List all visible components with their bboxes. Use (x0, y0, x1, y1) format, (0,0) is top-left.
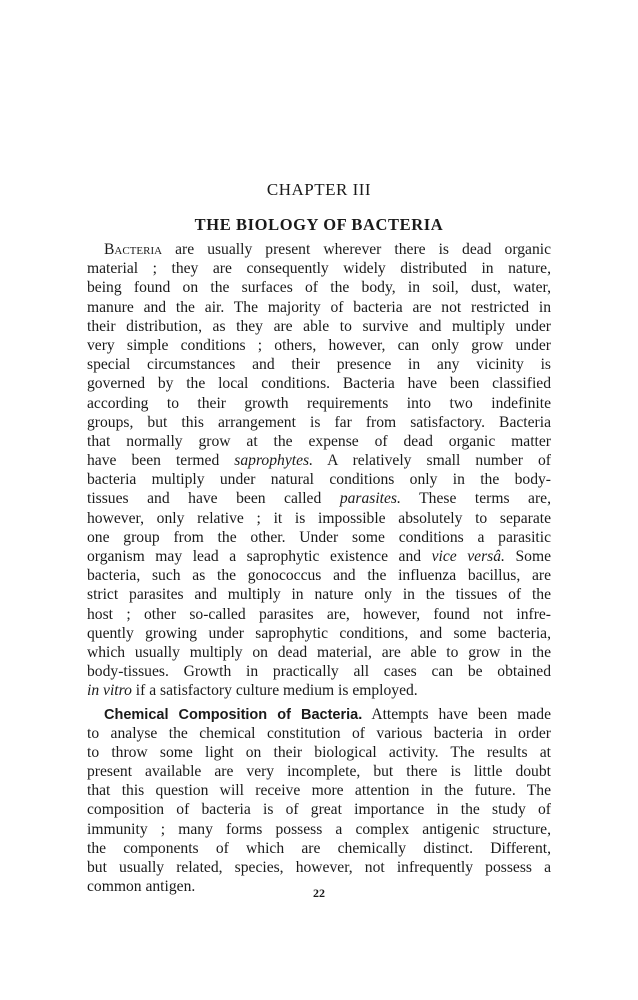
text-line: host ; other so-called parasites are, however, found not infre- (87, 605, 551, 623)
text-line: bacteria multiply under natural conditions only in the body- (87, 471, 551, 489)
text-line: manure and the air. The majority of bacteria are not restricted in (87, 298, 551, 316)
text-line: according to their growth requirements into two indefinite (87, 394, 551, 412)
text-line: immunity ; many forms possess a complex antigenic structure, (87, 820, 551, 838)
text-line: present available are very incomplete, but there is little doubt (87, 763, 551, 781)
text-line: governed by the local conditions. Bacteria have been classified (87, 375, 551, 393)
text-line: bacteria, such as the gonococcus and the influenza bacillus, are (87, 567, 551, 585)
italic-term: saprophytes. (234, 452, 313, 470)
italic-term: in vitro (87, 682, 132, 700)
text-line: have been termed saprophytes. A relatively small number of (87, 452, 551, 470)
chapter-label: CHAPTER III (266, 180, 372, 199)
text-line: very simple conditions ; others, however, can only grow under (87, 336, 551, 354)
paragraph-2 (87, 705, 551, 897)
text-line: material ; they are consequently widely distributed in nature, (87, 260, 551, 278)
text-line: strict parasites and multiply in nature only in the tissues of the (87, 586, 551, 604)
italic-term: vice versâ. (431, 548, 505, 565)
text-line: to analyse the chemical constitution of various bacteria in order (87, 724, 551, 742)
text-line: composition of bacteria is of great importance in the study of (87, 801, 551, 819)
text-line: common antigen. (87, 878, 196, 896)
italic-term: parasites. (339, 490, 401, 508)
text-line: to throw some light on their biological activity. The results at (87, 743, 551, 761)
lead-word: Bacteria (104, 241, 163, 258)
text-line: in vitro if a satisfactory culture medium is employed. (87, 682, 418, 700)
page-number: 22 (313, 886, 325, 900)
section-heading: Chemical Composition of Bacteria. (104, 706, 363, 723)
text-line: Bacteria are usually present wherever there is dead organic (104, 241, 551, 258)
text-line: special circumstances and their presence in any vicinity is (87, 356, 551, 374)
text-line: which usually multiply on dead material, are able to grow in the (87, 643, 551, 661)
text-line: that this question will receive more attention in the future. The (87, 782, 551, 800)
paragraph-1 (87, 240, 551, 701)
text-line: however, only relative ; it is impossible absolutely to separate (87, 509, 551, 527)
text-line: groups, but this arrangement is far from satisfactory. Bacteria (87, 413, 551, 431)
text-line: quently growing under saprophytic conditions, and some bacteria, (87, 624, 551, 642)
body-text (87, 240, 551, 896)
text-line: being found on the surfaces of the body, in soil, dust, water, (87, 279, 551, 297)
text-line: Chemical Composition of Bacteria. Attempts have been made (104, 705, 551, 723)
text-line: their distribution, as they are able to survive and multiply under (87, 317, 551, 335)
text-line: that normally grow at the expense of dead organic matter (87, 432, 551, 450)
text-line: body-tissues. Growth in practically all cases can be obtained (87, 663, 551, 681)
chapter-title: THE BIOLOGY OF BACTERIA (194, 215, 444, 234)
text-line: organism may lead a saprophytic existence and vice versâ. Some (87, 548, 552, 565)
text-line: the components of which are chemically distinct. Different, (87, 839, 551, 857)
text-line: tissues and have been called parasites. These terms are, (87, 490, 551, 508)
text-line: but usually related, species, however, not infrequently possess a (87, 859, 551, 876)
text-line: one group from the other. Under some conditions a parasitic (87, 528, 551, 546)
